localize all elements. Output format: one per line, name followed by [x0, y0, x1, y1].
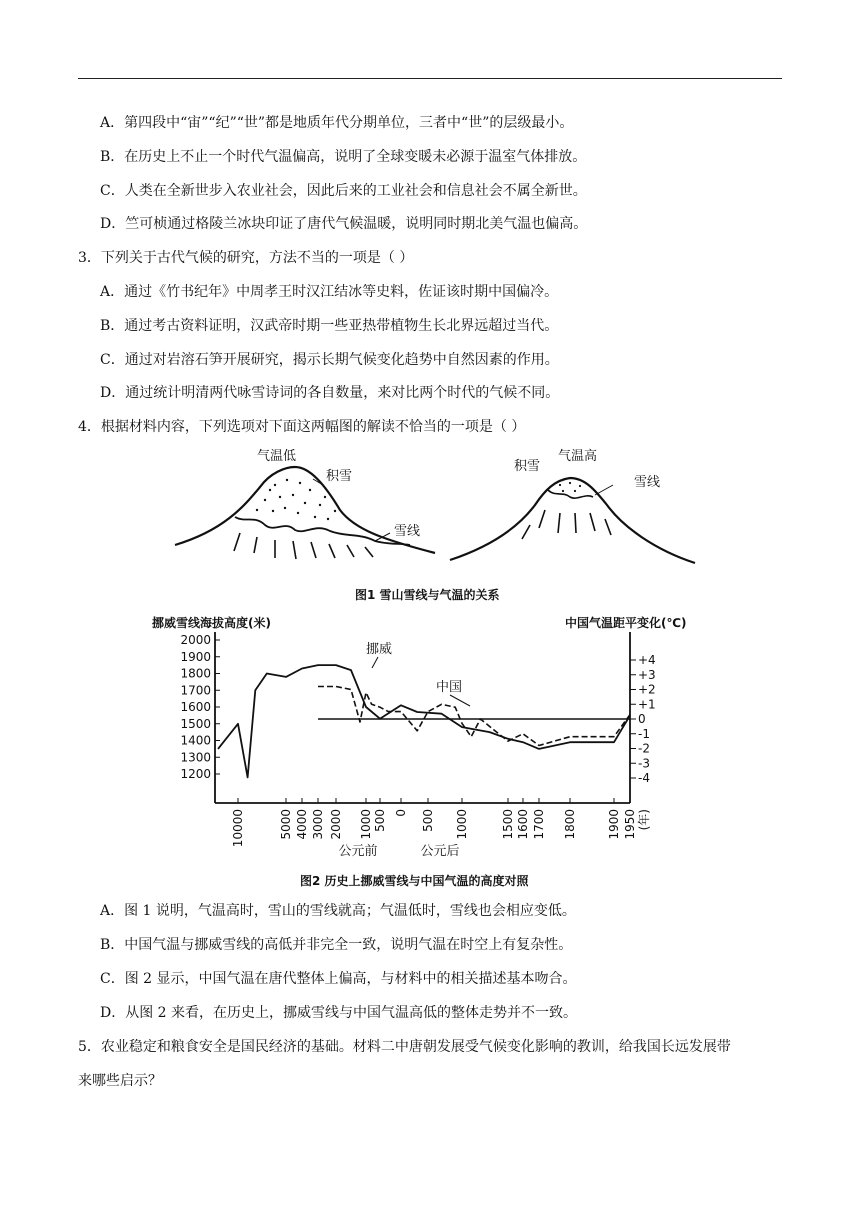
right-tick-label: +1 — [638, 697, 656, 712]
fig1-caption: 图1 雪山雪线与气温的关系 — [355, 588, 500, 602]
fig1-right-label-temp: 气温高 — [558, 449, 598, 464]
x-tick-label: 2000 — [329, 809, 343, 840]
series-norway-line — [218, 665, 630, 777]
x-tick-label: 1950 — [623, 809, 637, 840]
fig2-caption: 图2 历史上挪威雪线与中国气温的高度对照 — [300, 874, 529, 888]
era-bc-label: 公元前 — [338, 844, 378, 859]
q2-option-a: A．第四段中“宙”“纪”“世”都是地质年代分期单位，三者中“世”的层级最小。 — [100, 115, 574, 131]
q2-option-d: D．竺可桢通过格陵兰冰块印证了唐代气候温暖，说明同时期北美气温也偏高。 — [100, 216, 588, 232]
x-tick-label: 1000 — [359, 809, 373, 840]
x-tick-label: 3000 — [311, 809, 325, 840]
q5-line1: 5．农业稳定和粮食安全是国民经济的基础。材料二中唐朝发展受气候变化影响的教训，给我国长远发展带 — [78, 1039, 731, 1055]
right-tick-label: -3 — [638, 756, 650, 771]
china-leader-line — [450, 695, 470, 706]
x-tick-label: 1600 — [516, 809, 530, 840]
q3-option-b: B．通过考古资料证明，汉武帝时期一些亚热带植物生长北界远超过当代。 — [100, 318, 559, 334]
left-tick-label: 1700 — [180, 683, 211, 698]
x-tick-label: 1000 — [455, 809, 469, 840]
left-tick-label: 1300 — [180, 750, 211, 765]
q5-line2: 来哪些启示？ — [78, 1073, 162, 1089]
x-tick-label: 1500 — [501, 809, 515, 840]
x-tick-label: 4000 — [295, 809, 309, 840]
x-tick-label: 500 — [421, 809, 435, 832]
left-tick-label: 1900 — [180, 649, 211, 664]
right-tick-label: -2 — [638, 741, 650, 756]
fig1-right-label-snowline: 雪线 — [634, 475, 661, 490]
q4-stem: 4．根据材料内容，下列选项对下面这两幅图的解读不恰当的一项是（ ） — [78, 419, 526, 435]
fig1-left-label-temp: 气温低 — [257, 449, 297, 464]
q2-option-c: C．人类在全新世步入农业社会，因此后来的工业社会和信息社会不属全新世。 — [100, 183, 587, 199]
era-ad-label: 公元后 — [420, 844, 460, 859]
x-tick-label: 1900 — [607, 809, 621, 840]
left-tick-label: 1800 — [180, 666, 211, 681]
left-tick-label: 2000 — [180, 633, 211, 647]
q3-option-a: A．通过《竹书纪年》中周孝王时汉江结冰等史料，佐证该时期中国偏冷。 — [100, 284, 559, 300]
q3-stem: 3．下列关于古代气候的研究，方法不当的一项是（ ） — [78, 250, 414, 266]
x-tick-label: 10000 — [231, 809, 245, 848]
series-china-line — [318, 687, 630, 746]
q2-option-b: B．在历史上不止一个时代气温偏高，说明了全球变暖未必源于温室气体排放。 — [100, 149, 587, 165]
norway-leader-line — [372, 657, 378, 668]
right-tick-label: -1 — [638, 726, 650, 741]
q3-option-d: D．通过统计明清两代咏雪诗词的各自数量，来对比两个时代的气候不同。 — [100, 385, 560, 401]
right-tick-label: 0 — [638, 712, 646, 726]
q4-option-d: D．从图 2 来看，在历史上，挪威雪线与中国气温高低的整体走势并不一致。 — [100, 1005, 578, 1021]
q4-option-b: B．中国气温与挪威雪线的高低并非完全一致，说明气温在时空上有复杂性。 — [100, 937, 573, 953]
left-tick-label: 1200 — [180, 767, 211, 781]
x-tick-label: 1800 — [563, 809, 577, 840]
x-tick-label: 1700 — [532, 809, 546, 840]
right-tick-label: +2 — [638, 682, 656, 697]
fig1-left-label-snow: 积雪 — [326, 469, 353, 484]
right-tick-label: -4 — [638, 771, 650, 785]
x-tick-label: 500 — [373, 809, 387, 832]
q4-option-a: A．图 1 说明，气温高时，雪山的雪线就高；气温低时，雪线也会相应变低。 — [100, 903, 576, 919]
x-tick-label: 0 — [394, 809, 408, 817]
chart-right-axis-title: 中国气温距平变化(℃) — [565, 616, 687, 630]
x-tick-label: 5000 — [279, 809, 293, 840]
right-tick-label: +3 — [638, 667, 656, 682]
fig1-left-label-snowline: 雪线 — [394, 524, 421, 539]
left-tick-label: 1400 — [180, 733, 211, 748]
series-norway-label: 挪威 — [366, 642, 393, 657]
fig1-right-label-snow: 积雪 — [514, 459, 541, 474]
left-tick-label: 1600 — [180, 700, 211, 714]
q4-option-c: C．图 2 显示，中国气温在唐代整体上偏高，与材料中的相关描述基本吻合。 — [100, 971, 577, 987]
left-tick-label: 1500 — [180, 716, 211, 731]
chart-left-axis-title: 挪威雪线海拔高度(米) — [152, 616, 271, 630]
series-china-label: 中国 — [436, 680, 463, 695]
right-tick-label: +4 — [638, 653, 656, 667]
x-unit-label: (年) — [637, 809, 651, 831]
q3-option-c: C．通过对岩溶石笋开展研究，揭示长期气候变化趋势中自然因素的作用。 — [100, 352, 559, 368]
